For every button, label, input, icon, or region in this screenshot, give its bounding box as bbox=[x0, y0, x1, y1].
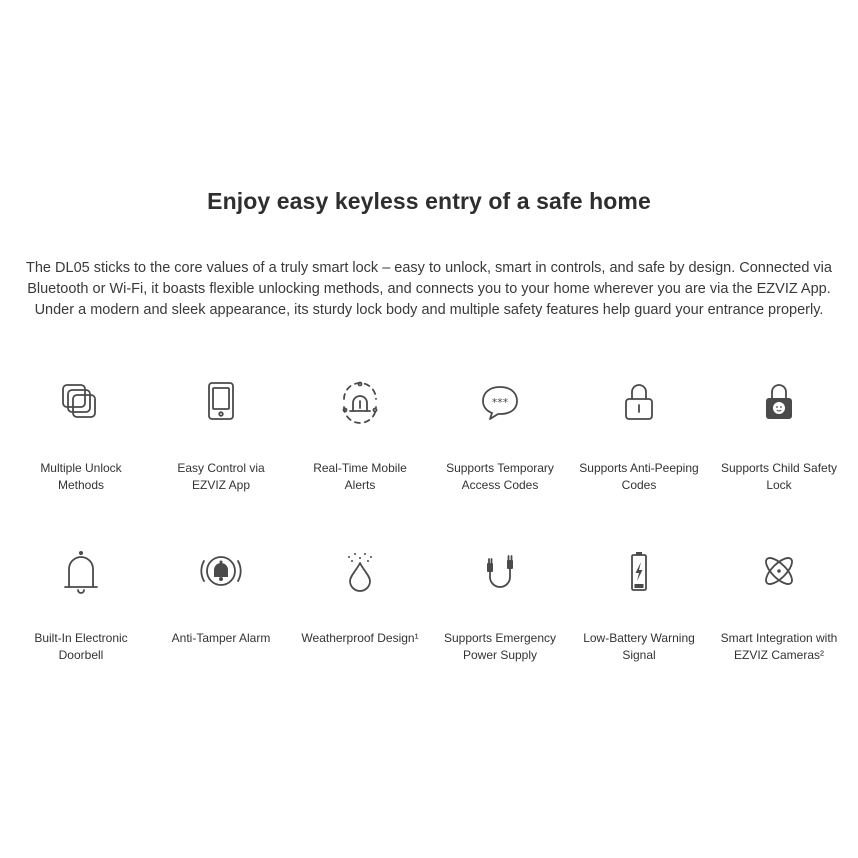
chat-bubble-icon bbox=[475, 377, 525, 427]
svg-text:***: *** bbox=[491, 396, 509, 409]
feature-smart-integration bbox=[719, 547, 839, 663]
feature-anti-tamper bbox=[161, 547, 281, 647]
feature-label: Easy Control via EZVIZ App bbox=[177, 461, 265, 492]
feature-label: Real-Time Mobile Alerts bbox=[313, 461, 407, 492]
feature-temporary-codes bbox=[440, 377, 560, 493]
feature-label: Supports Anti-Peeping Codes bbox=[579, 461, 699, 492]
feature-label: Supports Emergency Power Supply bbox=[443, 631, 557, 662]
feature-label: Anti-Tamper Alarm bbox=[171, 631, 271, 645]
feature-weatherproof bbox=[300, 547, 420, 647]
bell-icon bbox=[56, 547, 106, 597]
feature-child-lock bbox=[719, 377, 839, 493]
feature-anti-peeping bbox=[579, 377, 699, 493]
feature-label: Built-In Electronic Doorbell bbox=[34, 631, 128, 662]
feature-label: Low-Battery Warning Signal bbox=[583, 631, 695, 662]
feature-emergency-power bbox=[440, 547, 560, 663]
feature-label: Multiple Unlock Methods bbox=[40, 461, 122, 492]
feature-label: Weatherproof Design¹ bbox=[301, 631, 419, 645]
feature-easy-control bbox=[161, 377, 281, 493]
padlock-icon bbox=[614, 377, 664, 427]
feature-multiple-unlock bbox=[21, 377, 141, 493]
battery-icon bbox=[614, 547, 664, 597]
feature-realtime-alerts bbox=[300, 377, 420, 493]
usb-cable-icon bbox=[475, 547, 525, 597]
feature-label: Smart Integration with EZVIZ Cameras² bbox=[720, 631, 838, 662]
section-heading: Enjoy easy keyless entry of a safe home bbox=[207, 188, 651, 214]
feature-doorbell bbox=[21, 547, 141, 663]
atom-icon bbox=[754, 547, 804, 597]
smartphone-icon bbox=[196, 377, 246, 427]
alarm-beacon-icon bbox=[335, 377, 385, 427]
child-lock-icon bbox=[754, 377, 804, 427]
feature-label: Supports Temporary Access Codes bbox=[446, 461, 554, 492]
overlapping-squares-icon bbox=[56, 377, 106, 427]
feature-label: Supports Child Safety Lock bbox=[720, 461, 838, 492]
water-drop-icon bbox=[335, 547, 385, 597]
section-description: The DL05 sticks to the core values of a truly smart lock – easy to unlock, smart in controls, and safe by design. Connected via Bluetooth or Wi-Fi, it boasts flexible unlocking methods, and connects you to your home wherever you are via the EZVIZ App. Under a modern and sleek appearance, its sturdy lock body and multiple safety features help guard your entrance properly. bbox=[26, 260, 832, 318]
feature-low-battery bbox=[579, 547, 699, 663]
ringing-bell-icon bbox=[196, 547, 246, 597]
